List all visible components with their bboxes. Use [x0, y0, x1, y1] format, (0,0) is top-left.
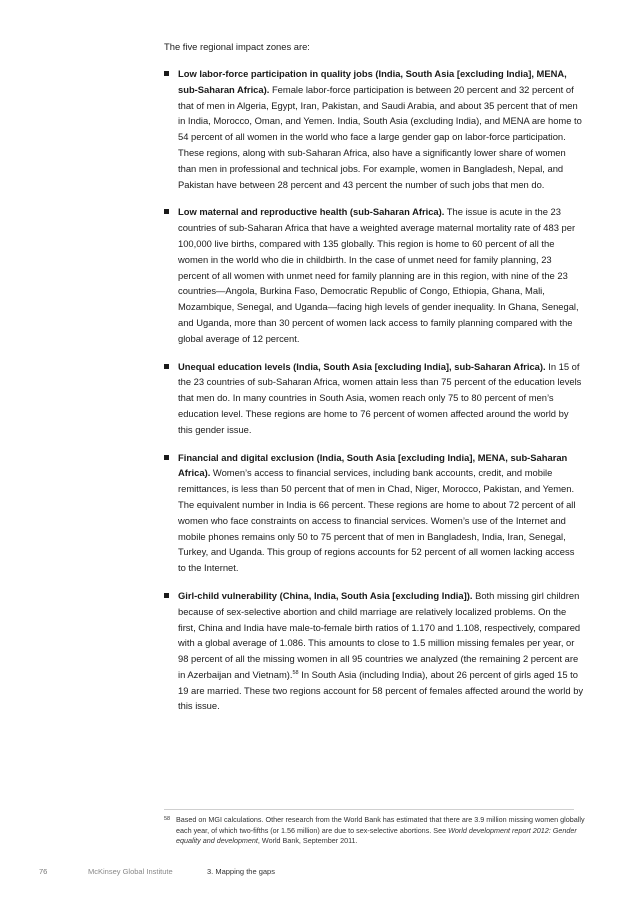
footnote-text-end: , World Bank, September 2011. — [257, 836, 358, 845]
impact-zones-list — [164, 66, 584, 726]
footnote-citation-title: World development report 2012: Gender equality and development — [176, 825, 577, 845]
bullet-body: Female labor-force participation is between 20 percent and 32 percent of that of men in Algeria, Egypt, Iran, Pakistan, and Saudi Arabia, and about 35 percent that of men in India, Morocco, Oman, and Yemen. India, South Asia (excluding India), and MENA are home to 54 percent of all women in the world who face a large gender gap on labor-force participation. These regions, along with sub-Saharan Africa, also have a significantly lower share of women than men in professional and technical jobs. For example, women in Bangladesh, Nepal, and Pakistan have between 28 percent and 43 percent the number of such jobs that men do. — [178, 83, 582, 190]
bullet-heading: Unequal education levels (India, South Asia [excluding India], sub-Saharan Africa). — [178, 360, 546, 372]
bullet-body: Women’s access to financial services, including bank accounts, credit, and mobile remittances, is less than 50 percent that of men in Chad, Niger, Morocco, Pakistan, and Yemen. The equivalent number in India is 66 percent. These regions are home to about 72 percent of all women who face constraints on access to financial services. Women’s use of the Internet and mobile phones remains only 50 to 75 percent that of men in Bangladesh, India, Iran, Senegal, Turkey, and Uganda. This group of regions accounts for 52 percent of all women lacking access to the Internet. — [178, 467, 576, 574]
list-item — [164, 359, 584, 438]
bullet-square-icon — [164, 593, 169, 598]
footnote — [164, 815, 586, 847]
list-item — [164, 66, 584, 192]
list-item — [164, 204, 584, 346]
footer-organization: McKinsey Global Institute — [88, 867, 173, 876]
bullet-heading: Low labor-force participation in quality jobs (India, South Asia [excluding India], MENA, sub-Saharan Africa). — [178, 68, 567, 95]
footer-section-title: 3. Mapping the gaps — [207, 867, 275, 876]
bullet-body: The issue is acute in the 23 countries of sub-Saharan Africa that have a weighted average maternal mortality rate of 483 per 100,000 live births, compared with 135 globally. This region is home to 60 percent of all the women in the world who die in childbirth. In the case of unmet need for family planning, 23 percent of all women with unmet need for family planning are in this region, with nine of the 23 countries—Angola, Burkina Faso, Democratic Republic of Congo, Ethiopia, Ghana, Mali, Mozambique, Senegal, and Uganda—facing high levels of gender inequality. In Ghana, Senegal, and Uganda, more than 30 percent of women lack access to family planning compared with the global average of 12 percent. — [178, 206, 579, 344]
intro-text: The five regional impact zones are: — [164, 41, 310, 52]
footnote-number: 58 — [164, 816, 171, 822]
footnote-reference[interactable]: 58 — [292, 669, 299, 676]
bullet-square-icon — [164, 455, 169, 460]
page-number: 76 — [39, 867, 48, 876]
list-item — [164, 588, 584, 714]
footnote-text: Based on MGI calculations. Other research from the World Bank has estimated that there are 3.9 million missing women globally each year, of which two-fifths (or 1.56 million) are due to sex-selective abortions. See — [176, 815, 585, 835]
bullet-heading: Low maternal and reproductive health (sub-Saharan Africa). — [178, 206, 445, 218]
bullet-body: Both missing girl children because of sex-selective abortion and child marriage are relatively localized problems. On the first, China and India have male-to-female birth ratios of 1.170 and 1.108, respectively, compared with a global average of 1.086. This amounts to close to 1.5 million missing females per year, or 98 percent of all the missing women in all 95 countries we analyzed (the remaining 2 percent are in Azerbaijan and Vietnam). — [178, 589, 581, 680]
bullet-heading: Financial and digital exclusion (India, South Asia [excluding India], MENA, sub-Saharan Africa). — [178, 451, 568, 479]
bullet-square-icon — [164, 209, 169, 214]
list-item — [164, 450, 584, 576]
bullet-body: In 15 of the 23 countries of sub-Saharan Africa, women attain less than 75 percent of the education levels that men do. In many countries in South Asia, women reach only 75 to 80 percent of men’s education level. These regions are home to 76 percent of women affected around the world by this gender issue. — [178, 360, 582, 435]
bullet-square-icon — [164, 71, 169, 76]
footnote-divider — [164, 809, 574, 810]
bullet-square-icon — [164, 364, 169, 369]
bullet-heading: Girl-child vulnerability (China, India, South Asia [excluding India]). — [178, 589, 473, 601]
bullet-body-tail: In South Asia (including India), about 26 percent of girls aged 15 to 19 are married. These two regions account for 58 percent of females affected around the world by this issue. — [178, 668, 584, 712]
